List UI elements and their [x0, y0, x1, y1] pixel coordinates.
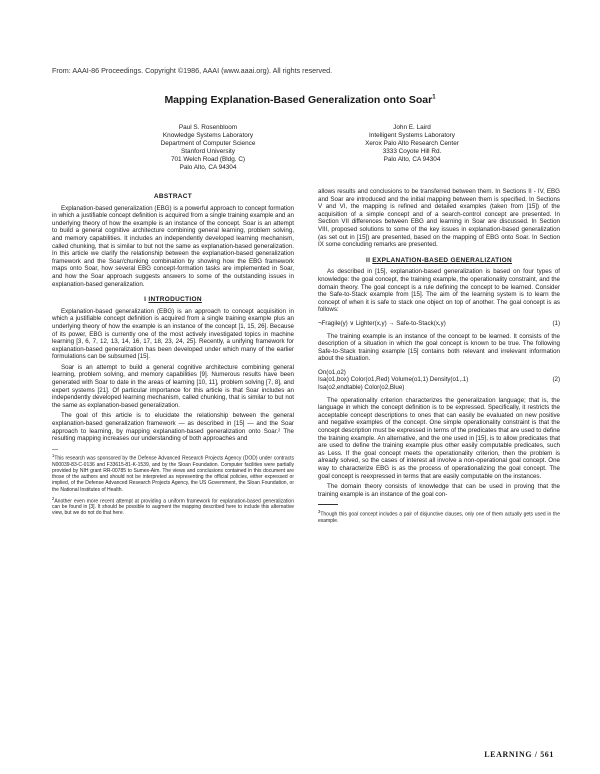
body-paragraph: As described in [15], explanation-based generalization is based on four types of knowledge: the goal concept, the training example, the operationality constraint, and the domain theory. The goal concept is a rule defining the concept to be learned. Consider the Safe-to-Stack example from [15]. The aim of the learning system is to learn the concept of when it is safe to stack one object on top of another. The goal concept is as follows: [318, 268, 560, 314]
author-affiliation-line: Department of Computer Science [160, 140, 256, 148]
equation-line: Isa(o1,box) Color(o1,Red) Volume(o1,1) Density(o1,.1) [318, 376, 469, 384]
introduction-heading [52, 296, 294, 304]
equation-line: Isa(o2,endtable) Color(o2,Blue) [318, 384, 405, 392]
right-column [318, 188, 560, 527]
section-number: I [144, 296, 147, 304]
section-number: II [365, 256, 371, 264]
author-affiliation-line: Xerox Palo Alto Research Center [365, 140, 459, 148]
title-footnote-mark: 1 [432, 94, 436, 101]
author-name: Paul S. Rosenbloom [178, 124, 238, 131]
body-paragraph: The training example is an instance of the concept to be learned. It consists of the description of a situation in which the goal concept is known to be true. The following Safe-to-Stack training example [15] contains both relevant and irrelevant information about the situation. [318, 332, 560, 363]
author-affiliation-line: 3333 Coyote Hill Rd. [382, 148, 442, 156]
author-block-1 [108, 124, 308, 173]
equation-number: (1) [552, 319, 560, 327]
footnote-text: Another even more recent attempt at providing a uniform framework for explanation-based generalization can be found in [3]. It should be possible to augment the mapping described here to include this alternative view, but we do not do that here. [52, 498, 294, 517]
author-name: John E. Laird [393, 124, 431, 131]
footnote-mark: 1 [52, 453, 55, 459]
left-column [52, 190, 294, 520]
body-paragraph: allows results and conclusions to be transferred between them. In Sections II - IV, EBG and Soar are introduced and the initial mapping between them is specified. In Sections V and VI, the mapping is refined and detailed examples (taken from [15]) of the acquisition of a simple concept and of a search-control concept are presented. In Section VII differences between EBG and learning in Soar are discussed. In Section VIII, proposed solutions to some of the key issues in explanation-based generalization (as set out in [15]) are presented, based on the mapping of EBG onto Soar. In Section IX some concluding remarks are presented. [318, 188, 560, 249]
page-footer: LEARNING / 561 [484, 750, 554, 759]
abstract-text: Explanation-based generalization (EBG) is a powerful approach to concept formation in which a justifiable concept definition is acquired from a single training example and an underlying theory of how the example is an instance of the concept. Soar is an attempt to build a general cognitive architecture combining general learning, problem solving, and memory capabilities. It includes an independently developed learning mechanism, called chunking, that is similar to but not the same as explanation-based generalization. In this article we clarify the relationship between the explanation-based generalization framework and the Soar/chunking combination by showing how the EBG framework maps onto Soar, how several EBG concept-formation tasks are implemented in Soar, and how the Soar approach suggests answers to some of the outstanding issues in explanation-based generalization. [52, 204, 294, 288]
equation [318, 369, 560, 392]
footnote-text: Though this goal concept includes a pair of disjunctive clauses, only one of them actually gets used in the example. [318, 512, 560, 525]
footnote [52, 453, 294, 492]
footnote [318, 509, 560, 524]
author-block-2 [312, 124, 512, 164]
equation-text: ¬Fragile(y) ∨ Lighter(x,y) → Safe-to-Stack(x,y) [318, 319, 446, 327]
paper-title [0, 94, 600, 106]
body-paragraph: The operationality criterion characterizes the generalization language; that is, the language in which the concept definition is to be expressed. Specifically, it restricts the acceptable concept descriptions to ones that can easily be evaluated on new positive and negative examples of the concept. One simple operationality constraint is that the concept description must be expressed in terms of the predicates that are used to define the training example. An alternative, and the one used in [15], is to allow predicates that are used to define the training example plus other easily computable predicates, such as Less. If the goal concept meets the operationality criterion, then the problem is already solved, so the cases of interest all involve a non-operational goal concept. One way to characterize EBG is as the process of operationalizing the goal concept. The goal concept is reexpressed in terms that are easily computable on the instances. [318, 396, 560, 480]
section-heading [318, 257, 560, 265]
section-title: INTRODUCTION [148, 296, 202, 304]
abstract-heading: ABSTRACT [153, 193, 193, 200]
author-affiliation-line: Intelligent Systems Laboratory [369, 132, 455, 140]
equation-number: (2) [552, 376, 560, 384]
body-paragraph: The goal of this article is to elucidate the relationship between the general explanation-based generalization framework — as described in [15] — and the Soar approach to learning, by mapping explanation-based generalization onto Soar.² The resulting mapping increases our understanding of both approaches and [52, 412, 294, 443]
section-title: EXPLANATION-BASED GENERALIZATION [372, 256, 513, 264]
body-paragraph: Explanation-based generalization (EBG) is an approach to concept acquisition in which a justifiable concept definition is acquired from a single training example plus an underlying theory of how the example is an instance of the concept [1, 15, 26]. Because of its power, EBG is currently one of the most actively investigated topics in machine learning [3, 6, 7, 12, 13, 14, 16, 17, 18, 23, 24, 25]. Recently, a unifying framework for explanation-based generalization has been developed under which many of the earlier formulations can be subsumed [15]. [52, 307, 294, 361]
footnote-text: This research was sponsored by the Defense Advanced Research Projects Agency (DOD) under contracts N00039-83-C-0136 and F33615-81-K-1539, and by the Sloan Foundation. Computer facilities were partially provided by NIH grant RR-00785 to Sumex-Aim. The views and conclusions contained in this document are those of the authors and should not be interpreted as representing the official policies, either expressed or implied, of the Defense Advanced Research Projects Agency, the US Government, the Sloan Foundation, or the National Institutes of Health. [52, 456, 294, 493]
author-affiliation-line: Stanford University [181, 148, 235, 156]
footnote [52, 496, 294, 517]
footnote-mark: 2 [52, 495, 55, 501]
author-affiliation-line: Palo Alto, CA 94304 [179, 164, 237, 172]
equation [318, 320, 560, 328]
footnote-rule: — [52, 445, 59, 453]
proceedings-header: From: AAAI-86 Proceedings. Copyright ©1986, AAAI (www.aaai.org). All rights reserved. [52, 66, 333, 75]
body-paragraph: Soar is an attempt to build a general cognitive architecture combining general learning, problem solving, and memory capabilities [9]. Numerous results have been generated with Soar to date in the areas of learning [10, 11], problem solving [7, 8], and expert systems [21]. Of particular importance for this article is that Soar includes an independently developed learning mechanism, called chunking, that is similar to but not the same as explanation-based generalization. [52, 363, 294, 409]
body-paragraph: The domain theory consists of knowledge that can be used in proving that the training example is an instance of the goal con- [318, 483, 560, 498]
footnote-divider [318, 504, 338, 505]
equation-line: On(o1,o2) [318, 368, 346, 376]
footnote-mark: 3 [318, 509, 321, 515]
author-affiliation-line: Palo Alto, CA 94304 [383, 156, 441, 164]
paper-title-text: Mapping Explanation-Based Generalization onto Soar [164, 94, 433, 106]
author-affiliation-line: 701 Welch Road (Bldg. C) [170, 156, 246, 164]
author-affiliation-line: Knowledge Systems Laboratory [162, 132, 254, 140]
